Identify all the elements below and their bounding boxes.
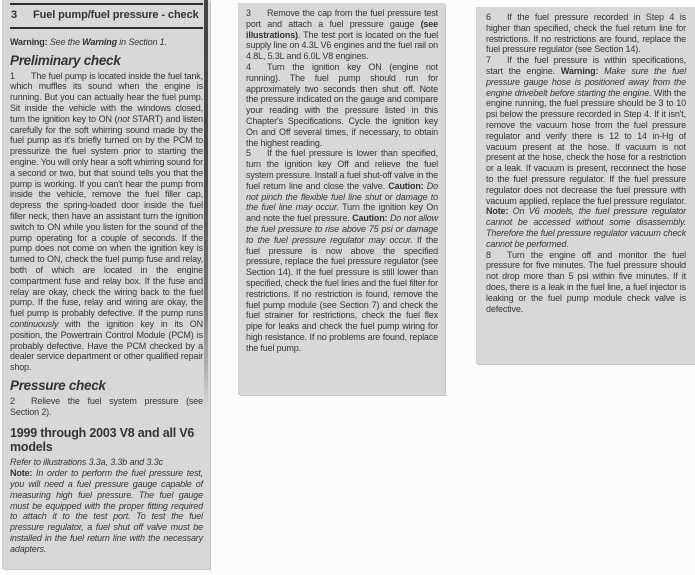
step-1-paragraph: 1 The fuel pump is located inside the fuel tank, which muffles its sound when the engine is running. But you can actually hear the fuel pump. Sit inside the vehicle with the windows closed, turn the ignition key to ON (not START) and listen carefully for the soft whirring sound made by the fuel pump as it's briefly turned on by the PCM to pressurize the fuel system prior to starting the engine. You will only hear a soft whirring sound for a second or two, but that sound tells you that the pump is working. If you can't hear the pump from inside the vehicle, remove the fuel filler cap, depress the spring-loaded door inside the fuel filler neck, then have an assistant turn the ignition switch to ON while you listen for the sound of the pump operating for a couple of seconds. If the pump does not come on when the ignition key is turned to ON, check the fuel pump fuse and relay, both of which are located in the engine compartment fuse and relay box. If the fuse and relay are okay, check the wiring back to the fuel pump. If the fuse, relay and wiring are okay, the fuel pump is probably defective. If the pump runs continuously with the ignition key in its ON position, the Powertrain Control Module (PCM) is probably defective. Have the PCM checked by a dealer service department or other qualified repair shop. xyxy=(10,70,203,373)
column-right xyxy=(477,7,695,364)
section-number: 3 xyxy=(11,9,18,21)
step-number: 7 xyxy=(486,55,491,66)
note-label: Note: xyxy=(10,468,33,479)
step-3-paragraph: 3 Remove the cap from the fuel pressure test port and attach a fuel pressure gauge (see illustrations). The test port is located on the fuel supply line on 4.3L V6 engines and the fuel rail on 4.8L, 5.3L and 6.0L V8 engines. xyxy=(246,8,438,62)
column-left xyxy=(3,0,210,569)
column-middle xyxy=(239,3,445,395)
step-number: 2 xyxy=(10,395,15,406)
step-number: 8 xyxy=(486,249,491,260)
step-7-paragraph: 7 If the fuel pressure is within specifications, start the engine. Warning: Make sure the fuel pressure gauge hose is positioned away from the engine drivebelt before starting the engine. With the engine running, the fuel pressure should be 3 to 10 psi below the pressure recorded in Step 4. If it isn't, remove the vacuum hose from the fuel pressure regulator and verify there is 12 to 14 in-Hg of vacuum present at the hose. If vacuum is not present at the hose, check the hose for a restriction or a leak. If vacuum is present, reconnect the hose to the fuel pressure regulator. If the fuel pressure regulator does not decrease the fuel pressure with vacuum applied, replace the fuel pressure regulator. Note: On V6 models, the fuel pressure regulator cannot be accessed without some disassembly. Therefore the fuel pressure regulator vacuum check cannot be performed. xyxy=(486,55,686,249)
step-5-paragraph: 5 If the fuel pressure is lower than specified, turn the ignition key Off and relieve the fuel system pressure. Install a fuel shut-off valve in the fuel return line and close the valve. Caution: Do not pinch the flexible fuel line shut or damage to the fuel line may occur. Turn the ignition key On and note the fuel pressure. Caution: Do not allow the fuel pressure to rise above 75 psi or damage to the fuel pressure regulator may occur. If the fuel pressure is now above the specified pressure, replace the fuel pressure regulator (see Section 14). If the fuel pressure is still lower than specified, check the fuel lines and the fuel filter for restrictions. If no restriction is found, remove the fuel pump module (see Section 7) and check the fuel strainer for restrictions, check the fuel flex pipe for leaks and check the fuel pump wiring for high resistance. If no problems are found, replace the fuel pump. xyxy=(246,148,438,353)
step-8-paragraph: 8 Turn the engine off and monitor the fuel pressure for five minutes. The fuel pressure should not drop more than 5 psi within five minutes. If it does, there is a leak in the fuel line, a fuel injector is leaking or the fuel pump module check valve is defective. xyxy=(486,249,686,314)
step-number: 3 xyxy=(246,8,251,18)
section-title: Fuel pump/fuel pressure - check xyxy=(33,9,199,21)
scan-edge-bar xyxy=(204,0,208,412)
refer-to-illustrations-line: Refer to illustrations 3.3a, 3.3b and 3.3c xyxy=(10,456,163,467)
step-6-paragraph: 6 If the fuel pressure recorded in Step 4 is higher than specified, check the fuel return line for restrictions. If no restrictions are found, replace the fuel pressure regulator (see Section 14). xyxy=(486,12,686,55)
step-number: 6 xyxy=(486,12,491,22)
step-number: 4 xyxy=(246,61,251,72)
section-header xyxy=(10,3,203,29)
note-paragraph: Note: In order to perform the fuel pressure test, you will need a fuel pressure gauge capable of measuring high fuel pressure. The fuel gauge must be equipped with the proper fitting required to attach it to the test port. To test the fuel pressure regulator, a fuel shut off valve must be installed in the fuel return line with the necessary adapters. xyxy=(10,468,203,554)
step-2-paragraph: 2 Relieve the fuel system pressure (see Section 2). xyxy=(10,395,203,417)
subheading-models: 1999 through 2003 V8 and all V6 models xyxy=(10,425,195,454)
heading-preliminary-check: Preliminary check xyxy=(10,52,121,68)
step-number: 1 xyxy=(10,70,15,81)
heading-pressure-check: Pressure check xyxy=(10,377,106,393)
step-number: 5 xyxy=(246,148,251,159)
warning-label: Warning: xyxy=(10,36,48,47)
section-warning-line: Warning: See the Warning in Section 1. xyxy=(10,36,167,47)
step-4-paragraph: 4 Turn the ignition key ON (engine not running). The fuel pump should run for approximately two seconds then shut off. Note the pressure indicated on the gauge and compare your reading with the pressure listed in this Chapter's Specifications. Cycle the ignition key On and Off several times, if necessary, to obtain the highest reading. xyxy=(246,61,438,148)
